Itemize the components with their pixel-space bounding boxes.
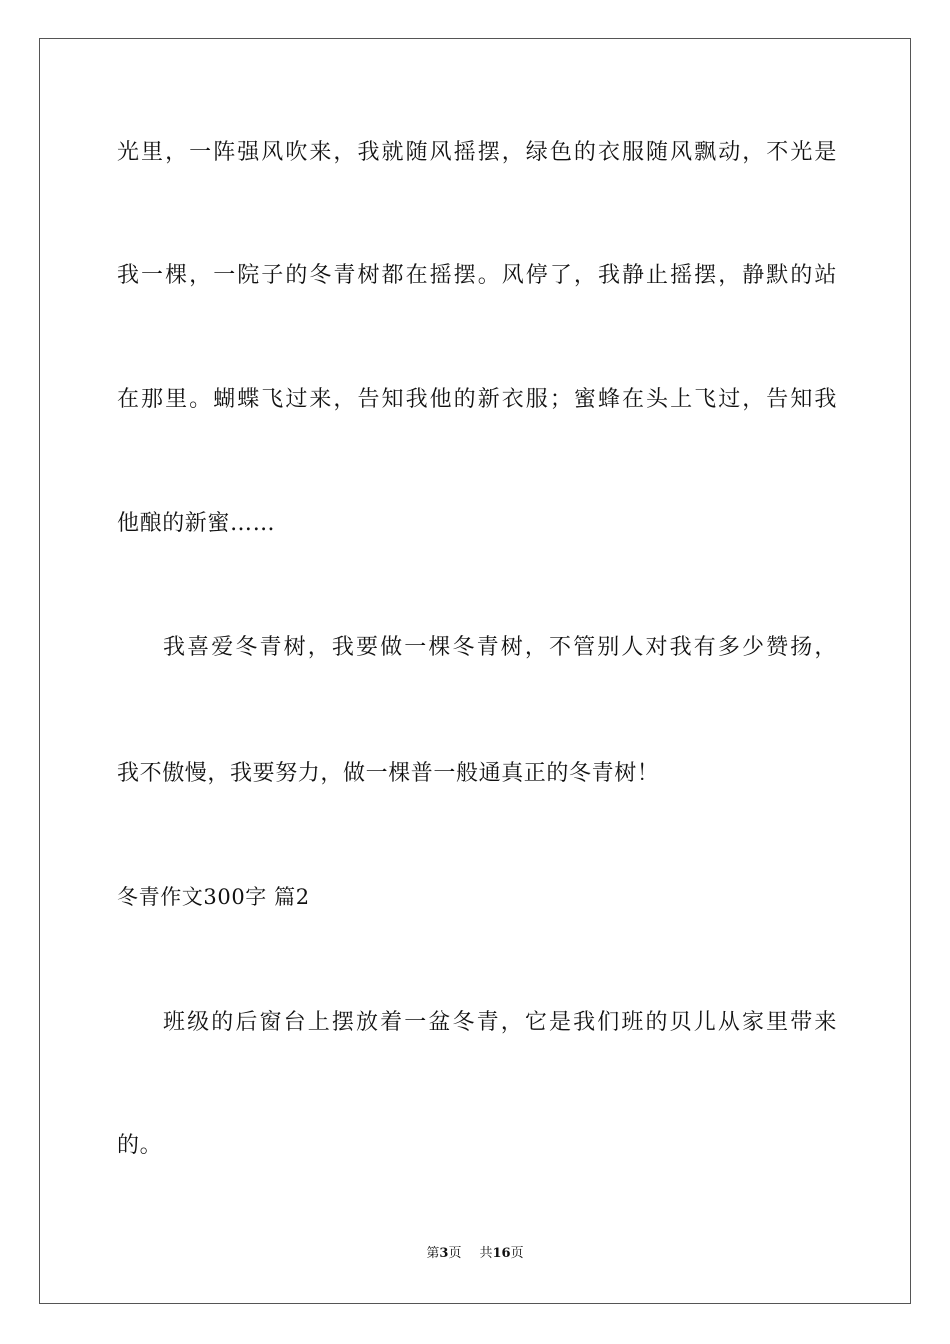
body-line-4: 他酿的新蜜……: [117, 511, 276, 536]
body-line-1: 光里，一阵强风吹来，我就随风摇摆，绿色的衣服随风飘动，不光是: [117, 140, 837, 165]
body-line-2: 我一棵，一院子的冬青树都在摇摆。风停了，我静止摇摆，静默的站: [117, 263, 837, 288]
total-prefix: 共: [479, 1246, 493, 1261]
body-line-7: 班级的后窗台上摆放着一盆冬青，它是我们班的贝儿从家里带来: [163, 1010, 837, 1035]
body-line-6: 我不傲慢，我要努力，做一棵普一般通真正的冬青树！: [117, 761, 660, 786]
page-current: 3: [439, 1246, 449, 1261]
page-prefix: 第: [426, 1246, 440, 1261]
body-line-8: 的。: [117, 1133, 163, 1158]
page-footer: [0, 1245, 950, 1263]
body-line-3: 在那里。蝴蝶飞过来，告知我他的新衣服；蜜蜂在头上飞过，告知我: [117, 387, 837, 412]
total-suffix: 页: [510, 1246, 524, 1261]
section-heading: 冬青作文300字 篇2: [117, 885, 310, 909]
page-suffix: 页: [448, 1246, 462, 1261]
body-line-5: 我喜爱冬青树，我要做一棵冬青树，不管别人对我有多少赞扬，: [163, 635, 837, 660]
page-total: 16: [492, 1246, 511, 1261]
page-border: [39, 38, 911, 1304]
